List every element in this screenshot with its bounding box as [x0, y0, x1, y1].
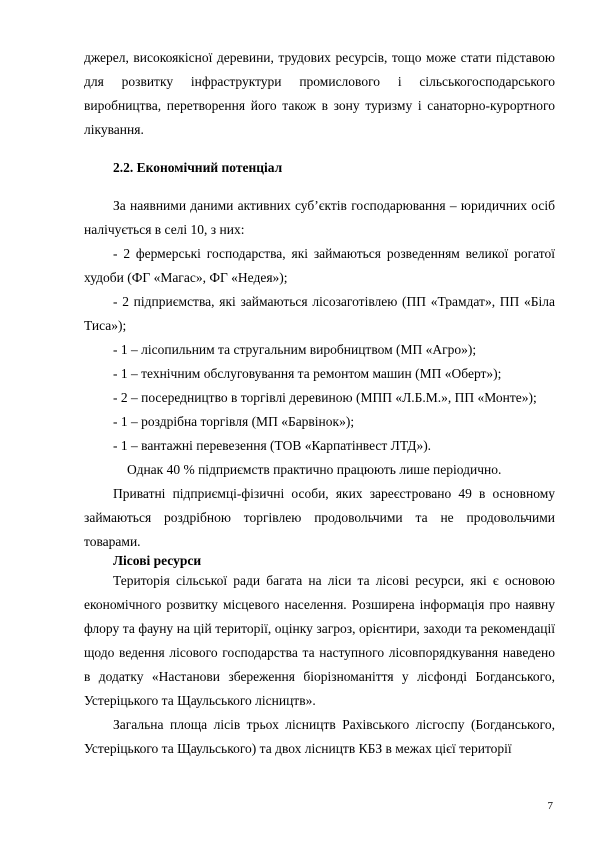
- private-entrepreneurs-paragraph: Приватні підприємці-фізичні особи, яких зареєстровано 49 в основному займаються роздрібною торгівлею продовольчими та не продовольчими товарами.: [84, 486, 555, 549]
- enterprise-note: Однак 40 % підприємств практично працюють лише періодично.: [127, 462, 502, 477]
- forest-resources-title: Лісові ресурси: [113, 553, 202, 568]
- list-item: - 1 – лісопильним та стругальним виробництвом (МП «Агро»);: [113, 342, 477, 357]
- list-item: - 1 – технічним обслуговування та ремонтом машин (МП «Оберт»);: [113, 366, 502, 381]
- list-item: - 1 – вантажні перевезення (ТОВ «Карпатінвест ЛТД»).: [113, 438, 432, 453]
- document-page: [84, 46, 555, 761]
- forest-area-paragraph: Загальна площа лісів трьох лісництв Рахівського лісгоспу (Богданського, Устеріцького та Щаульського) та двох лісництв КБЗ в межах цієї території: [84, 717, 555, 756]
- forest-paragraph: Територія сільської ради багата на ліси та лісові ресурси, які є основою економічного розвитку місцевого населення. Розширена інформація про наявну флору та фауну на цій території, оцінку загроз, орієнтири, заходи та рекомендації щодо ведення лісового господарства та наступного лісовпорядкування наведено в додатку «Настанови збереження біорізноманіття у лісфонді Богданського, Устеріцького та Щаульського лісництв».: [84, 573, 555, 708]
- section-title: 2.2. Економічний потенціал: [113, 160, 283, 175]
- list-item: - 1 – роздрібна торгівля (МП «Барвінок»);: [113, 414, 355, 429]
- list-item: - 2 – посередництво в торгівлі деревиною (МПП «Л.Б.М.», ПП «Монте»);: [113, 390, 537, 405]
- list-item: - 2 фермерські господарства, які займаються розведенням великої рогатої худоби (ФГ «Магас», ФГ «Недея»);: [84, 246, 555, 285]
- intro-paragraph: джерел, високоякісної деревини, трудових ресурсів, тощо може стати підставою для розвитку інфраструктури промислового і сільськогосподарського виробництва, перетворення його також в зону туризму і санаторно-курортного лікування.: [84, 50, 555, 137]
- list-item: - 2 підприємства, які займаються лісозаготівлею (ПП «Трамдат», ПП «Біла Тиса»);: [84, 294, 555, 333]
- page-number: 7: [547, 800, 553, 812]
- economic-lead-paragraph: За наявними даними активних суб’єктів господарювання – юридичних осіб налічується в селі 10, з них:: [84, 198, 555, 237]
